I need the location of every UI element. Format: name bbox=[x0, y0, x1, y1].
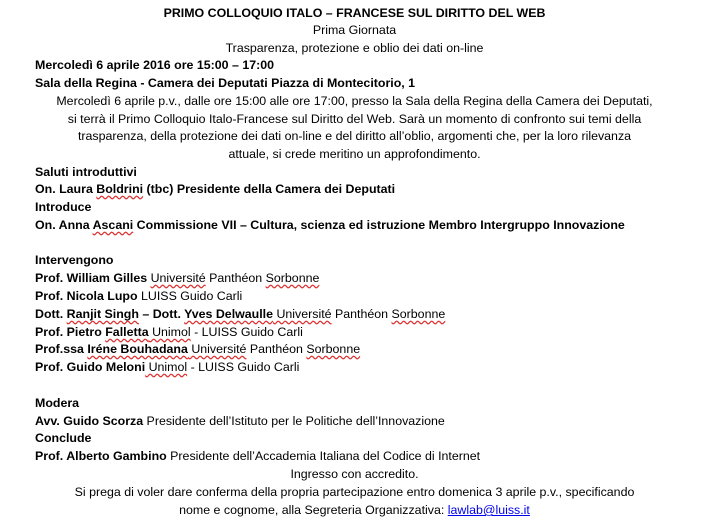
event-theme: Trasparenza, protezione e oblio dei dati on-line bbox=[225, 41, 484, 55]
concluder: Prof. Alberto Gambino Presidente dell’Accademia Italiana del Codice di Internet bbox=[35, 449, 481, 463]
concludes-heading: Conclude bbox=[35, 431, 92, 445]
intro-line-4: attuale, si crede meritino un approfondimento. bbox=[228, 147, 481, 161]
greetings-heading: Saluti introduttivi bbox=[35, 165, 137, 179]
event-title: PRIMO COLLOQUIO ITALO – FRANCESE SUL DIRITTO DEL WEB bbox=[163, 6, 546, 20]
speaker-row: Dott. Ranjit Singh – Dott. Yves Delwaulle Université Panthéon Sorbonne bbox=[35, 307, 446, 321]
entry-note: Ingresso con accredito. bbox=[290, 467, 419, 481]
event-venue: Sala della Regina - Camera dei Deputati Piazza di Montecitorio, 1 bbox=[35, 76, 416, 90]
moderator: Avv. Guido Scorza Presidente dell’Istituto per le Politiche dell’Innovazione bbox=[35, 414, 445, 428]
intro-line-2: si terrà il Primo Colloquio Italo-Francese sul Diritto del Web. Sarà un momento di confronto sui temi della bbox=[67, 112, 642, 126]
greetings-speaker: On. Laura Boldrini (tbc) Presidente della Camera dei Deputati bbox=[35, 182, 396, 196]
speakers-heading: Intervengono bbox=[35, 253, 114, 267]
intro-line-1: Mercoledì 6 aprile p.v., dalle ore 15:00 alle ore 17:00, presso la Sala della Regina della Camera dei Deputati, bbox=[56, 94, 653, 108]
speaker-row: Prof. Pietro Falletta Unimol - LUISS Guido Carli bbox=[35, 325, 303, 339]
intro-line-3: trasparenza, della protezione dei dati on-line e del diritto all’oblio, argomenti che, per la loro rilevanza bbox=[77, 129, 632, 143]
speaker-row: Prof.ssa Iréne Bouhadana Université Panthéon Sorbonne bbox=[35, 342, 361, 356]
introduces-speaker: On. Anna Ascani Commissione VII – Cultura, scienza ed istruzione Membro Intergruppo Innovazione bbox=[35, 218, 625, 232]
event-date-time: Mercoledì 6 aprile 2016 ore 15:00 – 17:00 bbox=[35, 58, 275, 72]
moderates-heading: Modera bbox=[35, 396, 80, 410]
event-subtitle: Prima Giornata bbox=[312, 23, 397, 37]
introduces-heading: Introduce bbox=[35, 200, 92, 214]
rsvp-line-2: nome e cognome, alla Segreteria Organizzativa: lawlab@luiss.it bbox=[179, 503, 530, 517]
email-link[interactable]: lawlab@luiss.it bbox=[447, 503, 530, 517]
speaker-row: Prof. Nicola Lupo LUISS Guido Carli bbox=[35, 289, 243, 303]
speaker-row: Prof. William Gilles Université Panthéon Sorbonne bbox=[35, 271, 320, 285]
speaker-row: Prof. Guido Meloni Unimol - LUISS Guido Carli bbox=[35, 360, 300, 374]
rsvp-line-1: Si prega di voler dare conferma della propria partecipazione entro domenica 3 aprile p.v., specificando bbox=[74, 485, 635, 499]
